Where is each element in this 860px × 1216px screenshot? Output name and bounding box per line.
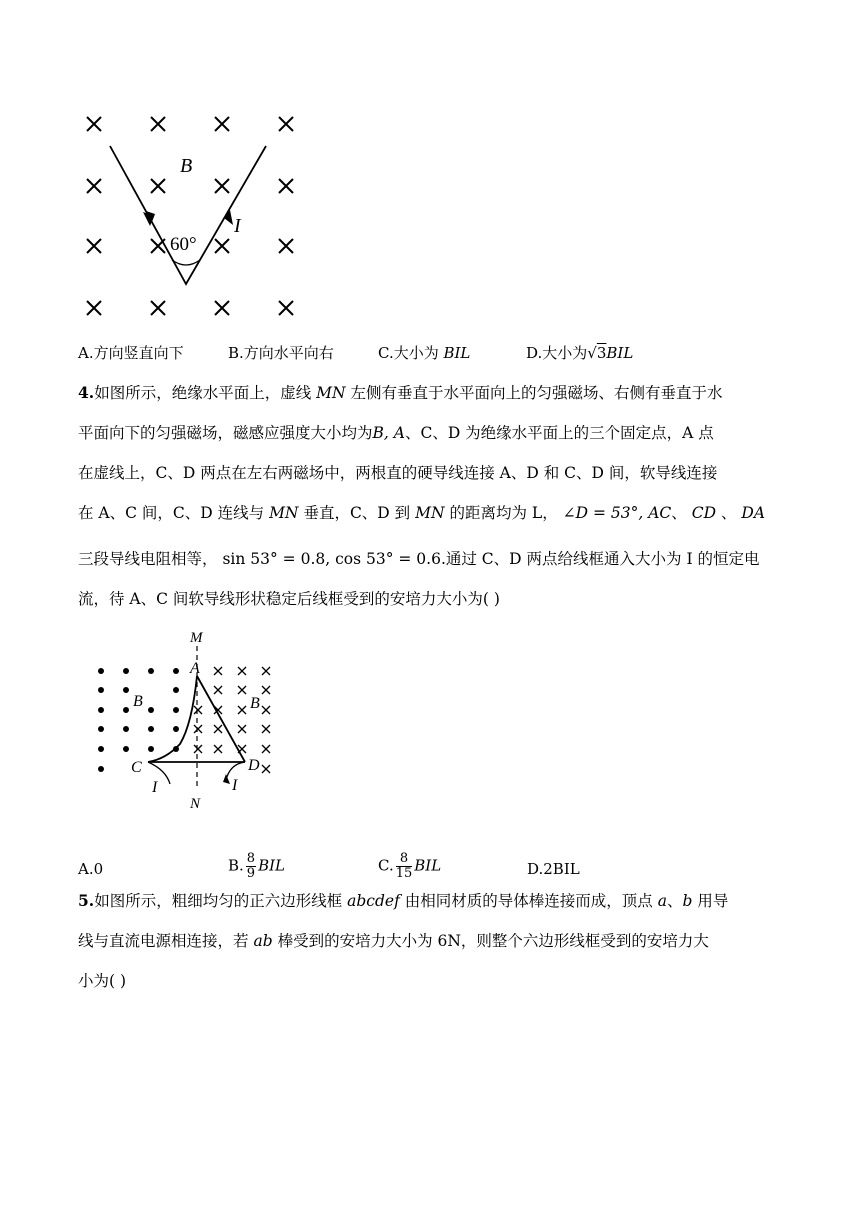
- q4-option-d: D.2BIL: [527, 860, 580, 878]
- q5-line-2: 线与直流电源相连接，若 ab 棒受到的安培力大小为 6N，则整个六边形线框受到的安培力大: [78, 932, 709, 950]
- q3-option-b: B.方向水平向右: [228, 344, 334, 362]
- arrow-right-head: [224, 210, 233, 225]
- q4-line-1: 4.如图所示，绝缘水平面上，虚线 MN 左侧有垂直于水平面向上的匀强磁场、右侧有垂直于水: [78, 383, 723, 402]
- angle-arc: [172, 260, 200, 265]
- label-B: B: [180, 155, 193, 177]
- q4-line-5: 三段导线电阻相等， sin 53° = 0.8, cos 53° = 0.6.通过 C、D 两点给线框通入大小为 I 的恒定电: [78, 550, 760, 568]
- label-D: D: [248, 757, 260, 774]
- label-A: A: [190, 660, 200, 677]
- q3-option-c: C.大小为 BIL: [378, 344, 471, 362]
- q5-line-3: 小为( ): [78, 972, 127, 990]
- question-4: [78, 373, 783, 619]
- q4-option-c: C. $\frac{8}{15}$ BIL: [378, 851, 442, 881]
- q4-option-b: B. $\frac{8}{9}$ BIL: [228, 851, 285, 881]
- label-I-left: I: [152, 779, 158, 796]
- q4-line-6: 流，待 A、C 间软导线形状稳定后线框受到的安培力大小为( ): [78, 590, 500, 608]
- label-B-left: B: [133, 693, 143, 710]
- q4-line-2: 平面向下的匀强磁场，磁感应强度大小均为B, A、C、D 为绝缘水平面上的三个固定点，A 点: [78, 424, 714, 442]
- figure-v-wire: [78, 108, 308, 328]
- q4-line-3: 在虚线上，C、D 两点在左右两磁场中，两根直的硬导线连接 A、D 和 C、D 间，软导线连接: [78, 464, 718, 482]
- cross-row-2: [87, 179, 293, 193]
- field-dots: [98, 668, 179, 772]
- label-N: N: [190, 796, 201, 812]
- q3-option-a: A.方向竖直向下: [78, 344, 184, 362]
- label-I: I: [234, 215, 241, 237]
- cross-row-1: [87, 117, 293, 131]
- label-I-right: I: [232, 777, 238, 794]
- q3-option-d: D.大小为√3BIL: [526, 344, 634, 362]
- label-B-right: B: [250, 695, 260, 712]
- figure-triangle-loop: [90, 624, 290, 814]
- question-5: [78, 881, 783, 1001]
- label-C: C: [131, 759, 142, 776]
- q5-line-1: 5.如图所示，粗细均匀的正六边形线框 abcdef 由相同材质的导体棒连接而成，顶点 a、b 用导: [78, 891, 729, 910]
- label-angle: 60°: [170, 234, 197, 255]
- cross-row-4: [87, 301, 293, 315]
- sqrt-symbol: √: [587, 344, 597, 362]
- q4-option-a: A.0: [78, 860, 104, 878]
- q4-line-4: 在 A、C 间，C、D 连线与 MN 垂直，C、D 到 MN 的距离均为 L， ∠D = 53°, AC、 CD 、 DA: [78, 504, 766, 522]
- label-M: M: [190, 630, 203, 646]
- magnetic-field-crosses: [87, 117, 293, 315]
- arrow-right-icon: [223, 774, 230, 784]
